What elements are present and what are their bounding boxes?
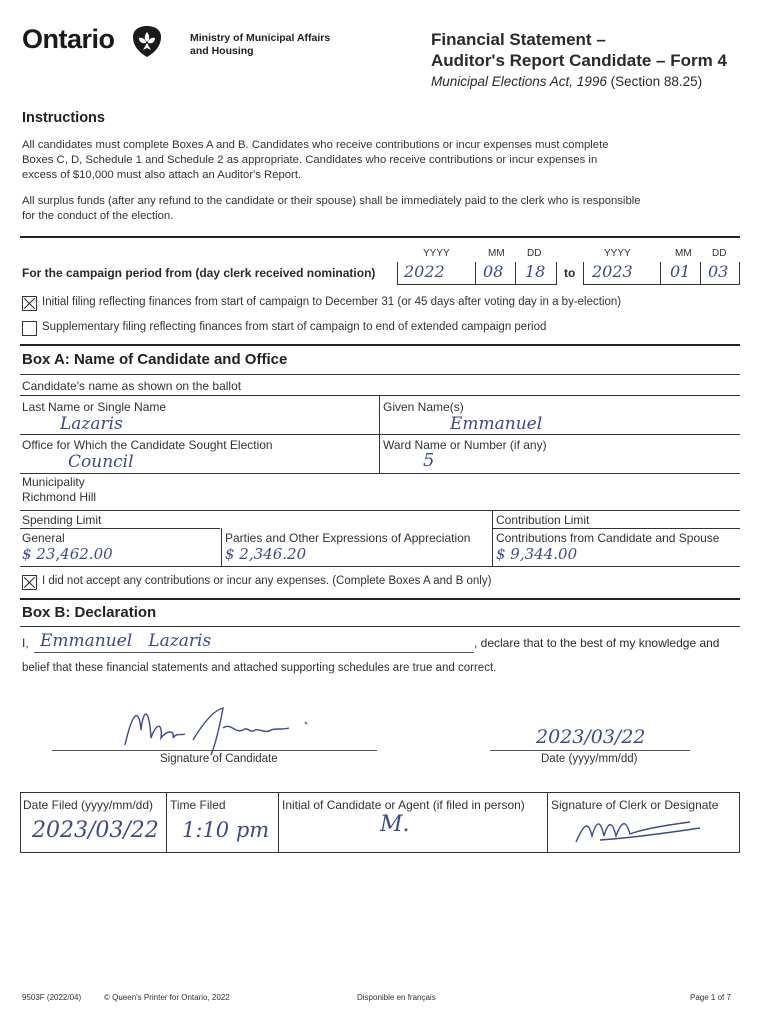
form-code: 9503F (2022/04) — [22, 993, 82, 1002]
instructions-heading: Instructions — [22, 110, 105, 126]
from-day-field[interactable]: 18 — [525, 262, 546, 281]
para1-line3: excess of $10,000 must also attach an Auditor's Report. — [22, 169, 302, 181]
to-label: to — [564, 266, 576, 280]
no-contributions-label: I did not accept any contributions or incur any expenses. (Complete Boxes A and B only) — [42, 575, 492, 587]
para2-line1: All surplus funds (after any refund to the candidate or their spouse) shall be immediately paid to the clerk who is responsible — [22, 195, 641, 207]
contributions-limit-field[interactable]: $ 9,344.00 — [496, 545, 578, 563]
act-name: Municipal Elections Act, 1996 — [431, 74, 607, 89]
date-label: Date (yyyy/mm/dd) — [541, 753, 638, 765]
box-a-title: Box A: Name of Candidate and Office — [22, 351, 288, 368]
municipality-value: Richmond Hill — [22, 490, 97, 504]
from-dd-label: DD — [527, 248, 542, 259]
act-section: (Section 88.25) — [610, 74, 703, 89]
last-name-label: Last Name or Single Name — [22, 400, 167, 414]
ward-field[interactable]: 5 — [423, 450, 435, 471]
from-year-field[interactable]: 2022 — [404, 262, 445, 281]
candidate-signature — [115, 700, 335, 760]
from-mm-label: MM — [488, 248, 505, 259]
from-yyyy-label: YYYY — [423, 248, 450, 259]
belief-text: belief that these financial statements and attached supporting schedules are true and correct. — [22, 662, 497, 674]
ministry-line2: and Housing — [190, 45, 254, 57]
parties-label: Parties and Other Expressions of Appreciation — [225, 531, 471, 545]
instructions-paragraph-2 — [22, 194, 641, 224]
date-filed-field[interactable]: 2023/03/22 — [32, 818, 159, 843]
ministry-name — [190, 32, 330, 58]
general-limit-field[interactable]: $ 23,462.00 — [22, 545, 113, 563]
contribution-limit-label: Contribution Limit — [496, 513, 590, 527]
signature-label: Signature of Candidate — [160, 753, 278, 765]
ward-label: Ward Name or Number (if any) — [383, 438, 547, 452]
form-title — [431, 29, 727, 92]
declarant-name-field[interactable]: Emmanuel Lazaris — [40, 631, 212, 651]
to-month-field[interactable]: 01 — [670, 262, 691, 281]
title-line1: Financial Statement – — [431, 30, 606, 49]
clerk-signature — [570, 812, 720, 848]
contributions-label: Contributions from Candidate and Spouse — [496, 531, 720, 545]
time-filed-field[interactable]: 1:10 pm — [182, 818, 270, 842]
given-names-field[interactable]: Emmanuel — [450, 414, 543, 434]
ontario-logo — [22, 24, 115, 55]
candidate-name-intro: Candidate's name as shown on the ballot — [22, 379, 242, 393]
initial-field[interactable]: M. — [380, 812, 410, 837]
copyright: © Queen's Printer for Ontario, 2022 — [104, 993, 230, 1002]
initial-filing-label: Initial filing reflecting finances from start of campaign to December 31 (or 45 days after voting day in a by-election) — [42, 296, 622, 308]
from-month-field[interactable]: 08 — [483, 262, 504, 281]
para1-line2: Boxes C, D, Schedule 1 and Schedule 2 as appropriate. Candidates who receive contributions or incur expenses in — [22, 154, 598, 166]
title-line2: Auditor's Report Candidate – Form 4 — [431, 51, 727, 70]
given-names-label: Given Name(s) — [383, 400, 464, 414]
to-day-field[interactable]: 03 — [708, 262, 729, 281]
declaration-i-prefix: I, — [22, 636, 29, 650]
page-number: Page 1 of 7 — [690, 993, 731, 1002]
time-filed-label: Time Filed — [170, 798, 226, 812]
declaration-date-field[interactable]: 2023/03/22 — [536, 726, 646, 748]
spending-limit-label: Spending Limit — [22, 513, 102, 527]
no-contributions-checkbox[interactable] — [22, 575, 37, 590]
declare-text: , declare that to the best of my knowledge and — [474, 636, 720, 650]
french-availability-link[interactable]: Disponible en français — [357, 993, 436, 1002]
last-name-field[interactable]: Lazaris — [60, 414, 123, 434]
instructions-paragraph-1 — [22, 138, 609, 183]
para1-line1: All candidates must complete Boxes A and B. Candidates who receive contributions or incur expenses must complete — [22, 139, 609, 151]
campaign-period-label: For the campaign period from (day clerk received nomination) — [22, 266, 376, 280]
trillium-icon — [130, 24, 164, 58]
general-label: General — [22, 531, 65, 545]
divider — [20, 236, 740, 238]
office-label: Office for Which the Candidate Sought Election — [22, 438, 273, 452]
initial-filing-checkbox[interactable] — [22, 296, 37, 311]
to-mm-label: MM — [675, 248, 692, 259]
supplementary-filing-checkbox[interactable] — [22, 321, 37, 336]
municipality-label: Municipality — [22, 475, 85, 489]
para2-line2: for the conduct of the election. — [22, 210, 174, 222]
supplementary-filing-label: Supplementary filing reflecting finances from start of campaign to end of extended campaign period — [42, 321, 547, 333]
to-year-field[interactable]: 2023 — [592, 262, 633, 281]
to-dd-label: DD — [712, 248, 727, 259]
clerk-signature-label: Signature of Clerk or Designate — [551, 798, 719, 812]
ministry-line1: Ministry of Municipal Affairs — [190, 32, 331, 44]
initial-label: Initial of Candidate or Agent (if filed in person) — [282, 798, 525, 812]
date-filed-label: Date Filed (yyyy/mm/dd) — [23, 798, 154, 812]
parties-limit-field[interactable]: $ 2,346.20 — [225, 545, 307, 563]
office-field[interactable]: Council — [68, 452, 134, 472]
to-yyyy-label: YYYY — [604, 248, 631, 259]
ontario-wordmark: Ontario — [22, 24, 115, 54]
act-reference — [431, 72, 727, 92]
box-b-title: Box B: Declaration — [22, 604, 157, 621]
